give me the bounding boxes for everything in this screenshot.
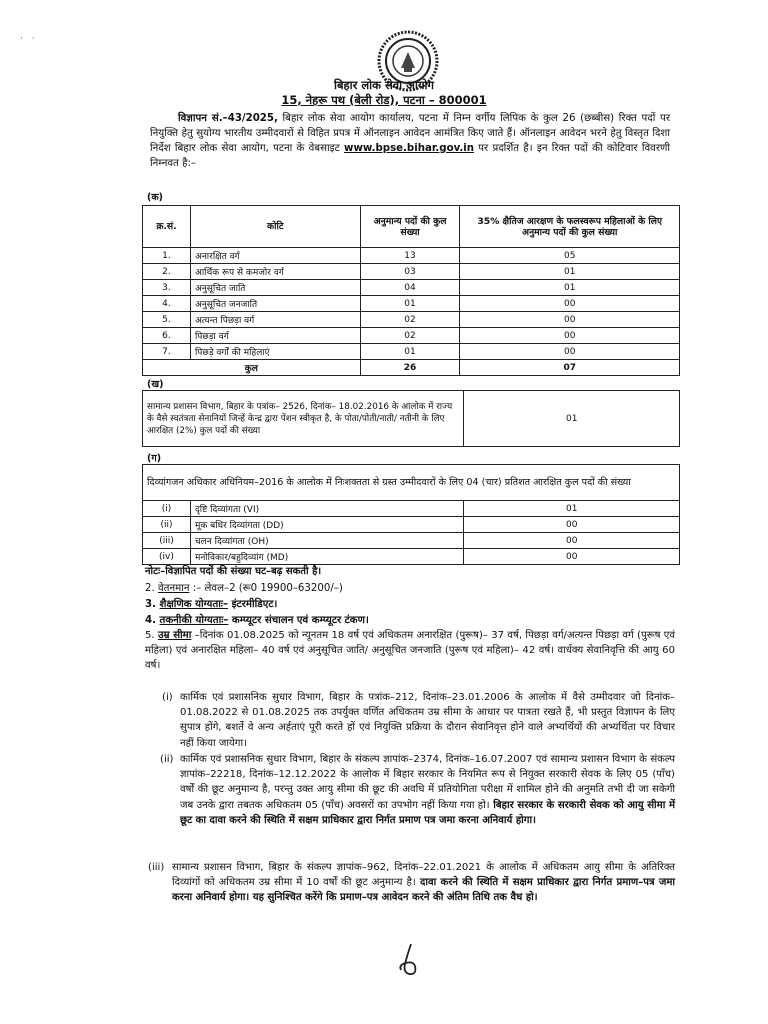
note-text: नोटः–विज्ञापित पदों की संख्या घट–बढ़ सकती है।	[145, 566, 322, 577]
row-total-posts: 01	[360, 344, 460, 360]
clause-3-num: (iii)	[148, 862, 165, 873]
scan-mark: · ·	[20, 34, 38, 44]
vacancy-table	[142, 205, 680, 376]
age-num: 5.	[145, 630, 155, 641]
row-women-posts: 00	[460, 344, 680, 360]
clause-1: कार्मिक एवं प्रशासनिक सुधार विभाग, बिहार के पत्रांक–212, दिनांक–23.01.2006 के आलोक में वैसे उम्मीदवार जो दिनांक– 01.08.2022 से 01.08.2025 तक उपर्युक्त वर्णित अधिकतम उम्र सीमा के आधार पर पात्रता रखते हैं, भी प्रस्तुत विज्ञापन के लिए सुपात्र होंगे, बशर्ते वे अन्य अर्हताएं पूरी करते हों एवं नियुक्ति प्रक्रिया के दौरान सेवानिवृत्त होने वाले अभ्यर्थियों की अभ्यर्थिता पर विचार नहीं किया जायेगा।	[180, 692, 675, 749]
row-category: पिछड़ा वर्ग	[190, 328, 360, 344]
clause-3	[172, 860, 675, 906]
disability-table	[142, 464, 680, 565]
row-women-posts: 00	[460, 312, 680, 328]
org-name: बिहार लोक सेवा आयोग	[334, 78, 434, 92]
pay-label: वेतनमान	[157, 583, 190, 594]
intro-paragraph	[150, 111, 670, 171]
table-row	[143, 517, 680, 533]
website-link[interactable]: www.bpse.bihar.gov.in	[344, 143, 474, 154]
row-category: पिछड़े वर्गों की महिलाएं	[190, 344, 360, 360]
row-disability-type: मनोविकार/बहुदिव्यांग (MD)	[190, 549, 463, 565]
freedom-fighter-text: सामान्य प्रशासन विभाग, बिहार के पत्रांक– 2526, दिनांक– 18.02.2016 के आलोक में राज्य के वैसे स्वतंत्रता सेनानियों जिन्हें केन्द्र द्वारा पेंशन स्वीकृत है, के पोता/पोती/नाती/ नतीनी के लिए आरक्षित (2%) कुल पदों की संख्या	[143, 391, 464, 447]
row-disability-type: मूक बधिर दिव्यांगता (DD)	[190, 517, 463, 533]
row-serial: (iv)	[143, 549, 191, 565]
table-row	[143, 264, 680, 280]
table-row	[143, 344, 680, 360]
row-women-posts: 00	[460, 296, 680, 312]
row-serial: (i)	[143, 501, 191, 517]
row-serial: 5.	[143, 312, 191, 328]
freedom-fighter-posts: 01	[464, 391, 680, 447]
total-posts: 26	[360, 360, 460, 376]
clause-1-num: (i)	[162, 692, 173, 703]
row-category: अनारक्षित वर्ग	[190, 248, 360, 264]
row-serial: 1.	[143, 248, 191, 264]
row-disability-type: चलन दिव्यांगता (OH)	[190, 533, 463, 549]
intro-tail: पर प्रदर्शित है। इन रिक्त पदों की कोटिवार विवरणी निम्नवत है:–	[150, 143, 670, 169]
table-row	[143, 296, 680, 312]
col-header-women-posts: 35% क्षैतिज आरक्षण के फलस्वरूप महिलाओं के लिए अनुमान्य पदों की कुल संख्या	[460, 206, 680, 248]
row-total-posts: 01	[360, 296, 460, 312]
disability-heading: दिव्यांगजन अधिकार अधिनियम–2016 के आलोक में निःशक्तता से ग्रस्त उम्मीदवारों के लिए 04 (चार) प्रतिशत आरक्षित कुल पदों की संख्या	[143, 465, 680, 501]
pay-scale	[145, 580, 343, 594]
row-serial: 3.	[143, 280, 191, 296]
pay-value: :– लेवल–2 (रू0 19900–63200/–)	[189, 583, 343, 594]
row-women-posts: 01	[460, 280, 680, 296]
row-posts: 01	[464, 501, 680, 517]
row-serial: 4.	[143, 296, 191, 312]
table-row	[143, 312, 680, 328]
row-total-posts: 02	[360, 312, 460, 328]
row-category: अत्यन्त पिछड़ा वर्ग	[190, 312, 360, 328]
row-serial: 2.	[143, 264, 191, 280]
intro-body: बिहार लोक सेवा आयोग कार्यालय, पटना में निम्न वर्गीय लिपिक के कुल 26 (छब्बीस) रिक्त पदों पर नियुक्ति हेतु सुयोग्य भारतीय उम्मीदवारों से विहित प्रपत्र में ऑनलाइन आवेदन आमंत्रित किए जाते हैं। ऑनलाइन आवेदन भरने हेतु विस्तृत दिशा निर्देश बिहार लोक सेवा आयोग, पटना के वेबसाइट	[150, 113, 670, 154]
row-disability-type: दृष्टि दिव्यांगता (VI)	[190, 501, 463, 517]
tech-num: 4.	[145, 615, 156, 626]
clause-3-bold: दावा करने की स्थिति में सक्षम प्राधिकार द्वारा निर्गत प्रमाण–पत्र जमा करना अनिवार्य होगा। यह सुनिश्चित करेंगे कि प्रमाण–पत्र आवेदन करने की अंतिम तिथि तक वैध हो।	[172, 877, 675, 904]
education	[145, 596, 277, 610]
row-total-posts: 13	[360, 248, 460, 264]
age-label: उम्र सीमा	[158, 630, 192, 641]
age-text: –दिनांक 01.08.2025 को न्यूनतम 18 वर्ष एवं अधिकतम अनारक्षित (पुरूष)– 37 वर्ष, पिछड़ा वर्ग/अत्यन्त पिछड़ा वर्ग (पुरूष एवं महिला) एवं अनारक्षित महिला– 40 वर्ष एवं अनुसूचित जाति/ अनुसूचित जनजाति (पुरूष एवं महिला)– 42 वर्ष। वार्धक्य सेवानिवृत्ति की आयु 60 वर्ष।	[145, 630, 675, 672]
age-limit	[145, 628, 675, 674]
section-ka-label: (क)	[147, 192, 163, 203]
row-women-posts: 05	[460, 248, 680, 264]
row-women-posts: 01	[460, 264, 680, 280]
clause-2-num: (ii)	[160, 754, 174, 765]
table-row	[143, 328, 680, 344]
tech-label: तकनीकी योग्यताः–	[159, 615, 229, 626]
row-serial: 6.	[143, 328, 191, 344]
row-serial: 7.	[143, 344, 191, 360]
clause-2-bold: बिहार सरकार के सरकारी सेवक को आयु सीमा में छूट का दावा करने की स्थिति में सक्षम प्राधिकार द्वारा निर्गत प्रमाण पत्र जमा करना अनिवार्य होगा।	[180, 799, 676, 826]
table-row	[143, 501, 680, 517]
pay-num: 2.	[145, 583, 155, 594]
row-women-posts: 00	[460, 328, 680, 344]
freedom-fighter-table	[142, 390, 680, 447]
row-serial: (iii)	[143, 533, 191, 549]
table-row	[143, 280, 680, 296]
row-serial: (ii)	[143, 517, 191, 533]
table-row	[143, 533, 680, 549]
edu-num: 3.	[145, 599, 156, 610]
row-category: अनुसूचित जनजाति	[190, 296, 360, 312]
col-header-serial: क्र.सं.	[143, 206, 191, 248]
clause-3-text: सामान्य प्रशासन विभाग, बिहार के संकल्प ज्ञापांक–962, दिनांक–22.01.2021 के आलोक में अधिकतम आयु सीमा के अतिरिक्त दिव्यांगों को अधिकतम उम्र सीमा में 10 वर्षों की छूट अनुमान्य है।	[172, 862, 675, 889]
row-category: आर्थिक रूप से कमजोर वर्ग	[190, 264, 360, 280]
total-women-posts: 07	[460, 360, 680, 376]
section-kha-label: (ख)	[147, 379, 164, 390]
col-header-category: कोटि	[190, 206, 360, 248]
total-label: कुल	[143, 360, 361, 376]
row-total-posts: 02	[360, 328, 460, 344]
row-total-posts: 03	[360, 264, 460, 280]
clause-2	[180, 752, 675, 828]
section-ga-label: (ग)	[147, 453, 162, 464]
org-address: 15, नेहरू पथ (बेली रोड), पटना – 800001	[281, 93, 487, 107]
row-total-posts: 04	[360, 280, 460, 296]
row-category: अनुसूचित जाति	[190, 280, 360, 296]
table-row	[143, 248, 680, 264]
tech-value: कम्प्यूटर संचालन एवं कम्प्यूटर टंकण।	[228, 615, 369, 626]
clause-2-text: कार्मिक एवं प्रशासनिक सुधार विभाग, बिहार के संकल्प ज्ञापांक–2374, दिनांक–16.07.2007 एवं सामान्य प्रशासन विभाग के संकल्प ज्ञापांक–22218, दिनांक–12.12.2022 के आलोक में बिहार सरकार के नियमित रूप से नियुक्त सरकारी सेवक के लिए 05 (पाँच) वर्षों की छूट अनुमान्य है, परन्तु उक्त आयु सीमा की छूट की अवधि में प्रतियोगिता परीक्षा में शामिल होने की अनुमति तभी दी जा सकेगी जब उनके द्वारा तबतक अधिकतम 05 (पाँच) अवसरों का उपभोग नहीं किया गया हो।	[180, 754, 675, 811]
row-posts: 00	[464, 533, 680, 549]
technical-qualification	[145, 612, 369, 626]
edu-label: शैक्षणिक योग्यताः–	[159, 599, 229, 610]
signature-mark	[395, 942, 423, 978]
row-posts: 00	[464, 549, 680, 565]
advertisement-number: विज्ञापन सं.–43/2025,	[178, 113, 278, 124]
row-posts: 00	[464, 517, 680, 533]
col-header-total-posts: अनुमान्य पदों की कुल संख्या	[360, 206, 460, 248]
edu-value: इंटरमीडिएट।	[228, 599, 278, 610]
